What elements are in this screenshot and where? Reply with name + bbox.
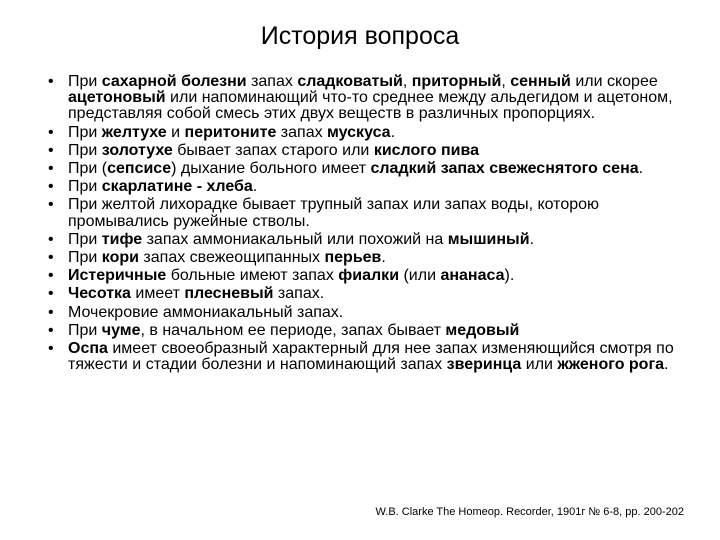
bullet-icon: • [48, 321, 54, 339]
text-run: мышиный [447, 230, 530, 248]
text-run: медовый [445, 321, 520, 339]
text-run: , [402, 73, 412, 90]
list-item [48, 232, 678, 248]
text-run: жженого рога [557, 356, 665, 374]
list-item [48, 305, 678, 321]
text-run: желтухе [101, 123, 167, 141]
text-run: При ( [68, 160, 108, 178]
text-run: плесневый [184, 285, 274, 303]
text-run: зверинца [446, 356, 522, 374]
bullet-icon: • [48, 196, 54, 214]
text-run: При желтой лихорадке бывает трупный запах или запах воды, которою промывались ружейные стволы. [68, 196, 600, 230]
text-run: Мочекровие аммониакальный запах. [68, 303, 344, 321]
text-run: При [68, 178, 102, 196]
text-run: При [68, 249, 102, 267]
bullet-icon: • [48, 267, 54, 285]
text-run: , в начальном ее периоде, запах бывает [140, 321, 446, 339]
text-run: чуме [101, 321, 141, 339]
slide-title: История вопроса [260, 22, 460, 50]
item-text [68, 267, 514, 284]
bullet-icon: • [48, 285, 54, 303]
text-run: При [68, 230, 102, 248]
text-run: ) дыхание больного имеет [171, 160, 371, 178]
item-text [68, 142, 479, 159]
text-run: запах [276, 123, 328, 141]
item-text [68, 285, 324, 302]
text-run: бывает запах старого или [172, 141, 374, 159]
text-run: имеет [130, 285, 185, 303]
text-run: сенный [510, 73, 571, 90]
text-run: , [501, 73, 511, 90]
item-text [68, 73, 673, 122]
text-run: сахарной болезни [101, 73, 247, 90]
text-run: имеет своеобразный характерный для нее запах изменяющийся смотря по тяжести и стадии болезни и напоминающий запах [68, 340, 674, 374]
text-run: (или [399, 267, 441, 285]
bullet-icon: • [48, 340, 54, 358]
bullet-icon: • [48, 73, 54, 90]
text-run: . [381, 249, 386, 267]
list-item [48, 125, 678, 141]
text-run: Оспа [68, 340, 108, 358]
text-run: кислого пива [373, 141, 479, 159]
bullet-icon: • [48, 303, 54, 321]
bullet-icon: • [48, 178, 54, 196]
text-run: ). [504, 267, 515, 285]
item-text [68, 178, 257, 195]
bullet-icon: • [48, 141, 54, 159]
source-citation: W.B. Clarke The Homeop. Recorder, 1901г № 6-8, pp. 200-202 [375, 506, 684, 518]
text-run: сепсисе [107, 160, 172, 178]
list-item [48, 143, 678, 159]
text-run: или напоминающий что-то среднее между альдегидом и ацетоном, представляя собой смесь этих двух веществ в различных пропорциях. [68, 89, 673, 123]
text-run: золотухе [101, 141, 173, 159]
text-run: . [390, 123, 396, 141]
text-run: тифе [101, 230, 143, 248]
text-run: сладковатый [297, 73, 403, 90]
text-run: больные имеют запах [166, 267, 339, 285]
item-text [68, 196, 599, 229]
text-run: запах аммониакальный или похожий на [142, 230, 448, 248]
text-run: запах [246, 73, 298, 90]
bullet-icon: • [48, 230, 54, 248]
list-item [48, 74, 678, 123]
list-item [48, 179, 678, 195]
text-run: приторный [411, 73, 502, 90]
list-item [48, 268, 678, 284]
text-run: или скорее [570, 73, 658, 90]
text-run: скарлатине - хлеба [101, 178, 253, 196]
text-run: . [252, 178, 258, 196]
list-item [48, 286, 678, 302]
item-text [68, 322, 519, 339]
text-run: мускуса [327, 123, 391, 141]
text-run: запах свежеощипанных [138, 249, 325, 267]
item-text [68, 304, 343, 321]
text-run: и [166, 123, 185, 141]
text-run: . [638, 160, 644, 178]
bullet-icon: • [48, 249, 54, 267]
item-text [68, 160, 643, 177]
text-run: перитоните [184, 123, 277, 141]
bullet-list [48, 74, 678, 373]
item-text [68, 340, 674, 373]
text-run: ацетоновый [68, 89, 166, 107]
text-run: При [68, 73, 102, 90]
text-run: или [521, 356, 558, 374]
text-run: запах. [273, 285, 325, 303]
text-run: При [68, 123, 102, 141]
text-run: Чесотка [68, 285, 131, 303]
text-run: ананаса [440, 267, 505, 285]
list-item [48, 323, 678, 339]
item-text [68, 231, 534, 248]
bullet-icon: • [48, 123, 54, 141]
bullet-icon: • [48, 160, 54, 178]
text-run: При [68, 141, 102, 159]
text-run: сладкий запах свежеснятого сена [370, 160, 639, 178]
text-run: фиалки [338, 267, 400, 285]
list-item [48, 250, 678, 266]
text-run: Истеричные [68, 267, 167, 285]
text-run: При [68, 321, 102, 339]
list-item [48, 341, 678, 373]
list-item [48, 161, 678, 177]
text-run: перьев [324, 249, 382, 267]
item-text [68, 124, 395, 141]
text-run: . [529, 230, 535, 248]
item-text [68, 249, 386, 266]
text-run: . [664, 356, 669, 374]
list-item [48, 197, 678, 229]
text-run: кори [101, 249, 139, 267]
